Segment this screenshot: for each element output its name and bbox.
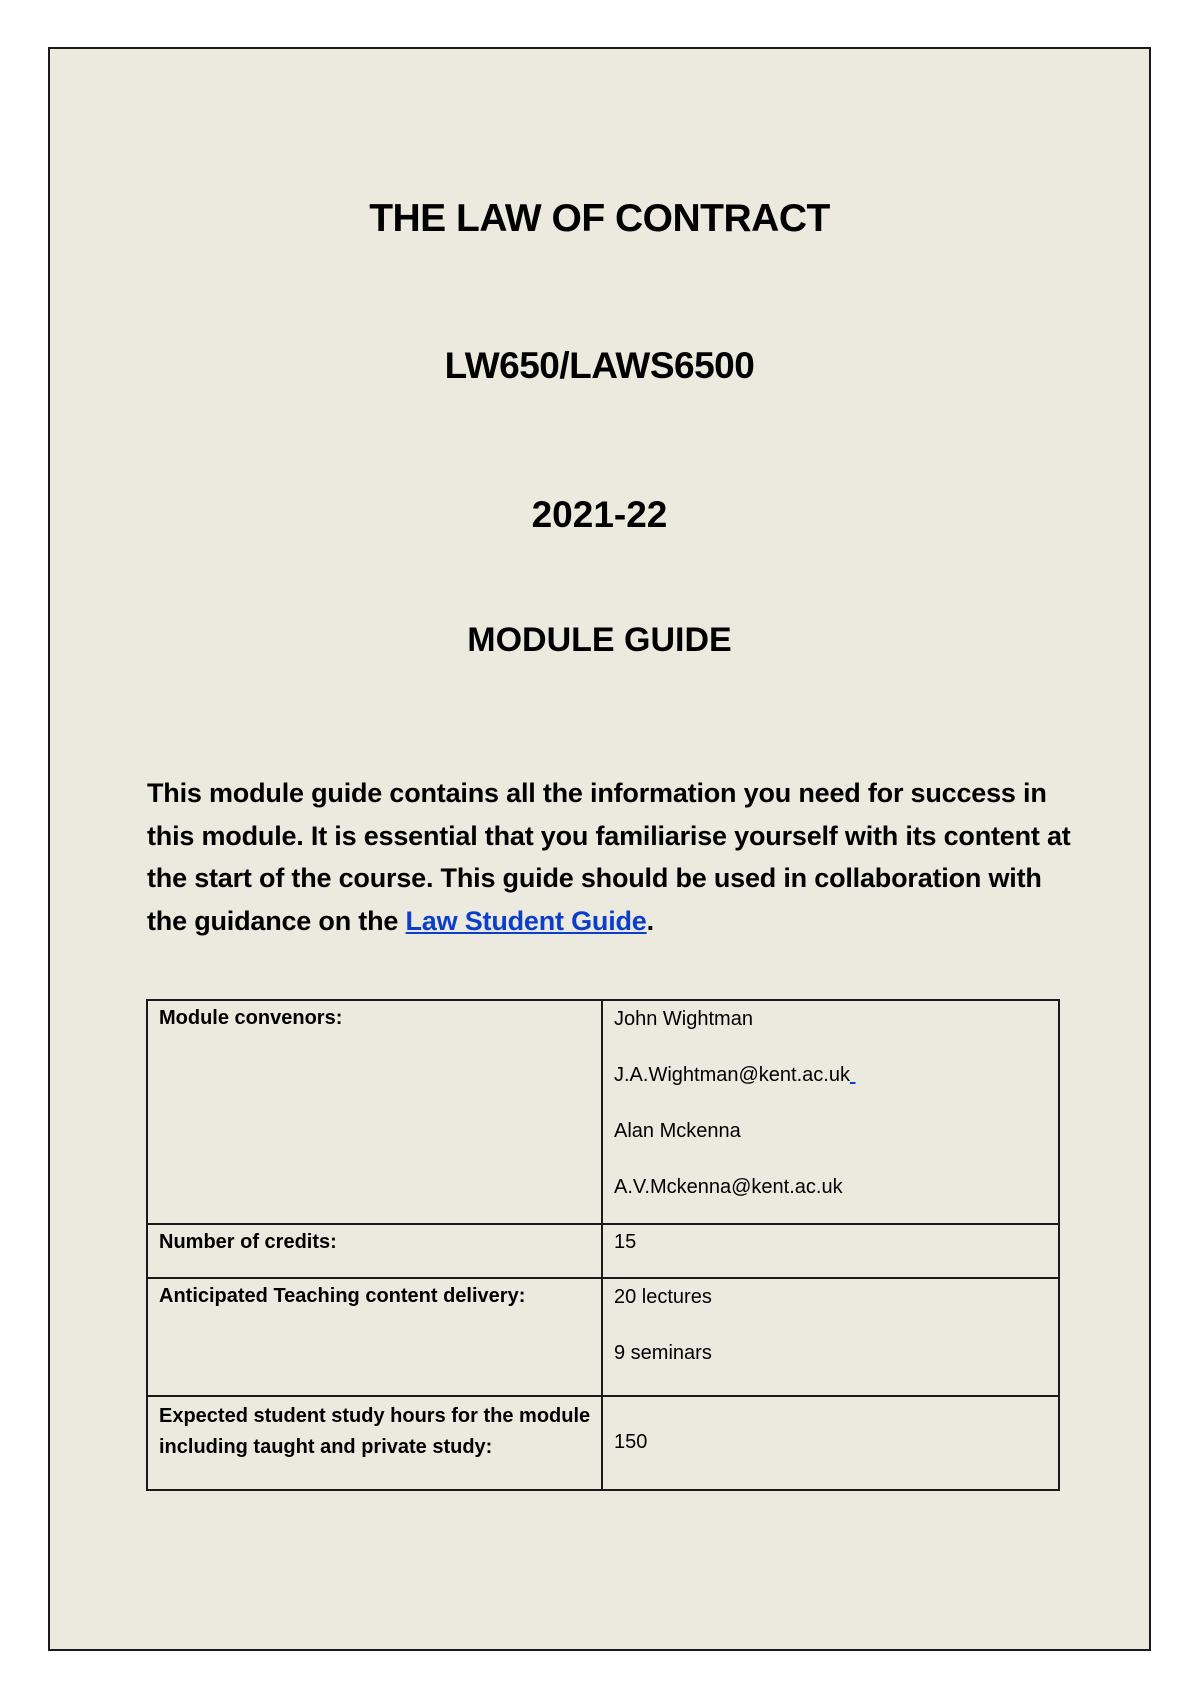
convenor-email-2[interactable]: A.V.Mckenna@kent.ac.uk xyxy=(614,1176,843,1198)
intro-trailing-period: . xyxy=(646,905,654,936)
document-type-heading: MODULE GUIDE xyxy=(467,621,732,659)
teaching-seminars: 9 seminars xyxy=(614,1342,712,1364)
teaching-lectures: 20 lectures xyxy=(614,1286,712,1308)
table-row-study-hours xyxy=(147,1396,1059,1490)
convenor-email-1[interactable] xyxy=(614,1063,1048,1087)
cover-page xyxy=(48,47,1151,1651)
teaching-label: Anticipated Teaching content delivery: xyxy=(147,1278,602,1396)
module-info-table xyxy=(146,999,1060,1491)
intro-text: This module guide contains all the information you need for success in this module. It is essential that you familiarise yourself with its content at the start of the course. This guide should be used in collaboration with the guidance on the xyxy=(147,778,1071,936)
credits-label: Number of credits: xyxy=(147,1224,602,1278)
module-title: THE LAW OF CONTRACT xyxy=(369,197,830,240)
study-hours-label: Expected student study hours for the module including taught and private study: xyxy=(147,1396,602,1490)
credits-value: 15 xyxy=(602,1224,1059,1278)
module-code: LW650/LAWS6500 xyxy=(444,345,755,386)
law-student-guide-link[interactable]: Law Student Guide xyxy=(405,905,647,936)
convenor-name-1: John Wightman xyxy=(614,1008,753,1030)
academic-year: 2021-22 xyxy=(531,494,668,535)
table-row-credits xyxy=(147,1224,1059,1278)
convenor-name-2: Alan Mckenna xyxy=(614,1120,741,1142)
convenor-email-1-text[interactable]: J.A.Wightman@kent.ac.uk xyxy=(614,1064,850,1086)
table-row-teaching xyxy=(147,1278,1059,1396)
table-row-convenors xyxy=(147,1000,1059,1224)
intro-paragraph xyxy=(147,772,1087,942)
study-hours-value: 150 xyxy=(602,1396,1059,1490)
convenors-label: Module convenors: xyxy=(147,1000,602,1224)
email-link-underscore xyxy=(850,1064,856,1086)
teaching-value-cell xyxy=(602,1278,1059,1396)
convenors-value-cell xyxy=(602,1000,1059,1224)
